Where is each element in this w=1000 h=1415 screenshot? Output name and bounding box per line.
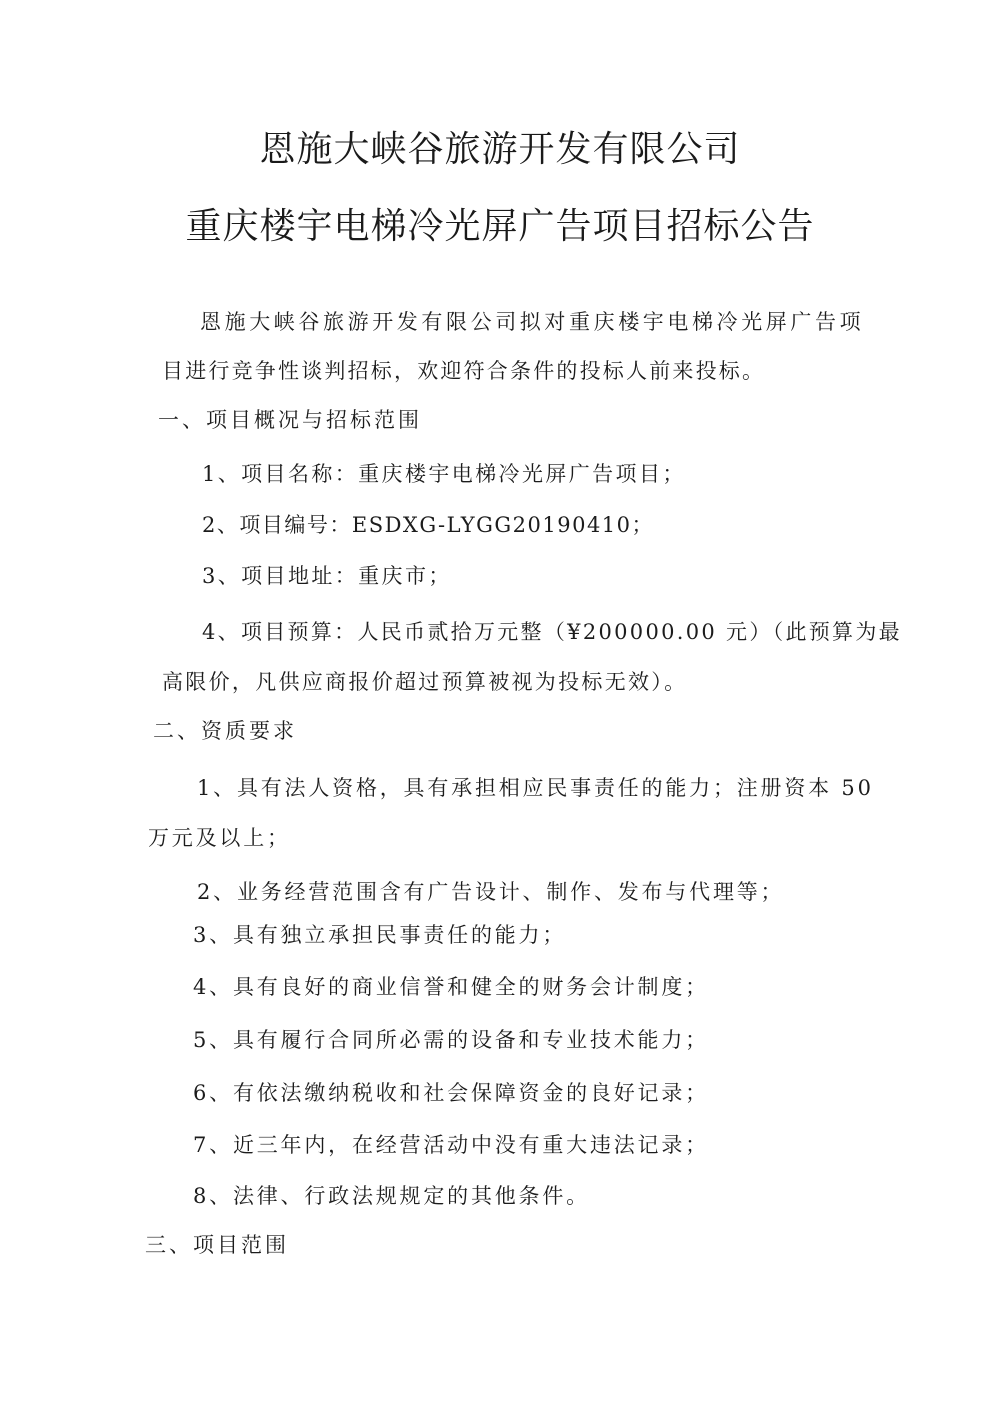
announcement-title: 重庆楼宇电梯冷光屏广告项目招标公告 [185,206,815,247]
qualification-item: 6、有依法缴纳税收和社会保障资金的良好记录； [193,1081,709,1105]
section-heading-overview: 一、项目概况与招标范围 [158,408,422,432]
project-number-item: 2、项目编号：ESDXG-LYGG20190410； [202,513,655,537]
project-name-item: 1、项目名称：重庆楼宇电梯冷光屏广告项目； [202,462,686,486]
qualification-item: 7、近三年内，在经营活动中没有重大违法记录； [193,1133,709,1157]
qualification-item: 1、具有法人资格，具有承担相应民事责任的能力；注册资本 50 [197,776,874,800]
section-heading-scope: 三、项目范围 [145,1233,289,1257]
qualification-item: 5、具有履行合同所必需的设备和专业技术能力； [193,1028,709,1052]
intro-paragraph-line-1: 恩施大峡谷旅游开发有限公司拟对重庆楼宇电梯冷光屏广告项 [200,310,865,334]
company-title: 恩施大峡谷旅游开发有限公司 [259,129,741,170]
qualification-item-continued: 万元及以上； [148,826,291,850]
project-budget-item: 4、项目预算：人民币贰拾万元整（¥200000.00 元）（此预算为最 [202,620,902,644]
intro-paragraph-line-2: 目进行竞争性谈判招标，欢迎符合条件的投标人前来投标。 [162,359,766,383]
section-heading-qualifications: 二、资质要求 [153,719,297,743]
qualification-item: 8、法律、行政法规规定的其他条件。 [193,1184,590,1208]
project-budget-item-continued: 高限价，凡供应商报价超过预算被视为投标无效）。 [162,670,688,694]
project-address-item: 3、项目地址：重庆市； [202,564,452,588]
qualification-item: 2、业务经营范围含有广告设计、制作、发布与代理等； [197,880,785,904]
qualification-item: 4、具有良好的商业信誉和健全的财务会计制度； [193,975,709,999]
qualification-item: 3、具有独立承担民事责任的能力； [193,923,567,947]
